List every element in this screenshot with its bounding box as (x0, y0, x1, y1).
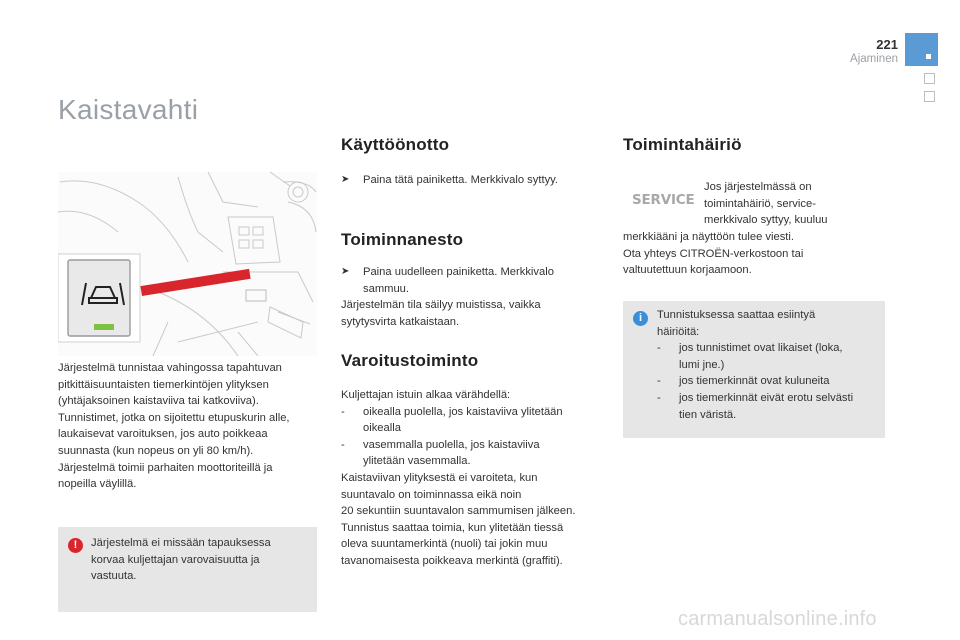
text-line: Kaistaviivan ylityksestä ei varoiteta, kun (341, 471, 538, 484)
text-line: oleva suuntamerkintä (nuoli) tai jokin muu (341, 538, 548, 551)
text-line: Ota yhteys CITROËN-verkostoon tai (623, 247, 804, 260)
dash-item (341, 437, 609, 470)
bullet-arrow-icon: ➤ (341, 266, 350, 277)
text-line: suunnasta (kun nopeus on yli 80 km/h). (58, 444, 254, 457)
text-line: Jos järjestelmässä on (704, 181, 812, 193)
text-line: ylitetään vasemmalla. (363, 455, 471, 468)
text-line: suuntavalo on toiminnassa eikä noin (341, 488, 522, 501)
deactivation-text (341, 264, 606, 330)
dash-item (657, 373, 881, 390)
dashboard-drawing (58, 172, 317, 356)
dash-marker: - (341, 405, 345, 418)
info-icon: i (633, 311, 648, 326)
text-line: sammuu. (363, 282, 410, 295)
heading-deactivation: Toiminnanesto (341, 230, 464, 249)
fault-text (623, 229, 885, 279)
heading-warning-function: Varoitustoiminto (341, 351, 479, 370)
bullet-arrow-icon: ➤ (341, 174, 350, 185)
activation-text (341, 172, 606, 189)
text-line: toimintahäiriö, service- (704, 197, 816, 210)
text-line: lumi jne.) (679, 358, 725, 371)
text-line: oikealla puolella, jos kaistaviiva ylitetään (363, 405, 563, 418)
fault-text-indented (704, 179, 884, 229)
text-line: Tunnistuksessa saattaa esiintyä (657, 309, 816, 321)
text-line: pitkittäisuuntaisten tiemerkintöjen ylityksen (58, 378, 269, 391)
text-line: Kuljettajan istuin alkaa värähdellä: (341, 389, 511, 401)
nav-square-icon (924, 73, 935, 84)
text-line: korvaa kuljettajan varovaisuutta ja (91, 553, 260, 566)
watermark: carmanualsonline.info (678, 608, 877, 630)
text-line: oikealla (363, 422, 401, 435)
text-line: merkkivalo syttyy, kuuluu (704, 214, 828, 227)
dash-item (657, 390, 881, 423)
text-line: Järjestelmä ei missään tapauksessa (91, 537, 271, 549)
text-line: Järjestelmä toimii parhaiten moottoriteillä ja (58, 461, 273, 474)
text-line: jos tiemerkinnät eivät erotu selvästi (679, 391, 854, 404)
text-line: Tunnistimet, jotka on sijoitettu etupuskurin alle, (58, 411, 290, 424)
bullet-item (341, 264, 606, 297)
exclamation-icon: ! (68, 538, 83, 553)
text-line: tien väristä. (679, 408, 737, 421)
text-line: valtuutettuun korjaamoon. (623, 264, 752, 277)
dash-marker: - (657, 391, 661, 404)
service-warning-icon: SERVICE (632, 192, 695, 208)
dash-item (657, 340, 881, 373)
page-number: 221 (876, 37, 898, 52)
info-text (657, 307, 881, 423)
text-line: 20 sekuntiin suuntavalon sammumisen jälkeen. (341, 505, 576, 518)
text-line: merkkiääni ja näyttöön tulee viesti. (623, 231, 795, 243)
warning-text (91, 535, 313, 585)
text-line: jos tiemerkinnät ovat kuluneita (679, 375, 830, 388)
chapter-tab-icon (905, 33, 938, 66)
text-line: Paina tätä painiketta. Merkkivalo syttyy. (363, 174, 559, 186)
dash-marker: - (341, 438, 345, 451)
warning-function-text (341, 387, 609, 570)
dashboard-illustration (58, 172, 317, 356)
text-line: nopeilla väylillä. (58, 478, 137, 491)
text-line: tavanomaisesta poikkeava merkintä (graffiti). (341, 554, 563, 567)
info-box (623, 301, 885, 438)
text-line: Järjestelmä tunnistaa vahingossa tapahtuvan (58, 362, 282, 374)
text-line: Paina uudelleen painiketta. Merkkivalo (363, 266, 554, 278)
text-line: Järjestelmän tila säilyy muistissa, vaikka (341, 299, 541, 312)
heading-activation: Käyttöönotto (341, 135, 450, 154)
text-line: laukaisevat varoituksen, jos auto poikkeaa (58, 428, 268, 441)
text-line (363, 264, 554, 297)
text-line: sytytysvirta katkaistaan. (341, 315, 460, 328)
text-line: (yhtäjaksoinen kaistaviiva tai katkoviiva). (58, 395, 259, 408)
nav-square-icon (924, 91, 935, 102)
text-line: häiriöitä: (657, 325, 700, 338)
text-line: Tunnistus saattaa toimia, kun ylitetään tiessä (341, 521, 564, 534)
text-line: jos tunnistimet ovat likaiset (loka, (679, 342, 843, 355)
intro-text (58, 360, 320, 493)
warning-box (58, 527, 317, 612)
section-name: Ajaminen (850, 53, 898, 65)
text-line: vastuuta. (91, 570, 137, 583)
dash-marker: - (657, 342, 661, 355)
bullet-item (341, 172, 606, 189)
page-title: Kaistavahti (58, 94, 199, 125)
heading-fault: Toimintahäiriö (623, 135, 742, 154)
dash-item (341, 404, 609, 437)
dash-marker: - (657, 375, 661, 388)
text-line: vasemmalla puolella, jos kaistaviiva (363, 438, 540, 451)
